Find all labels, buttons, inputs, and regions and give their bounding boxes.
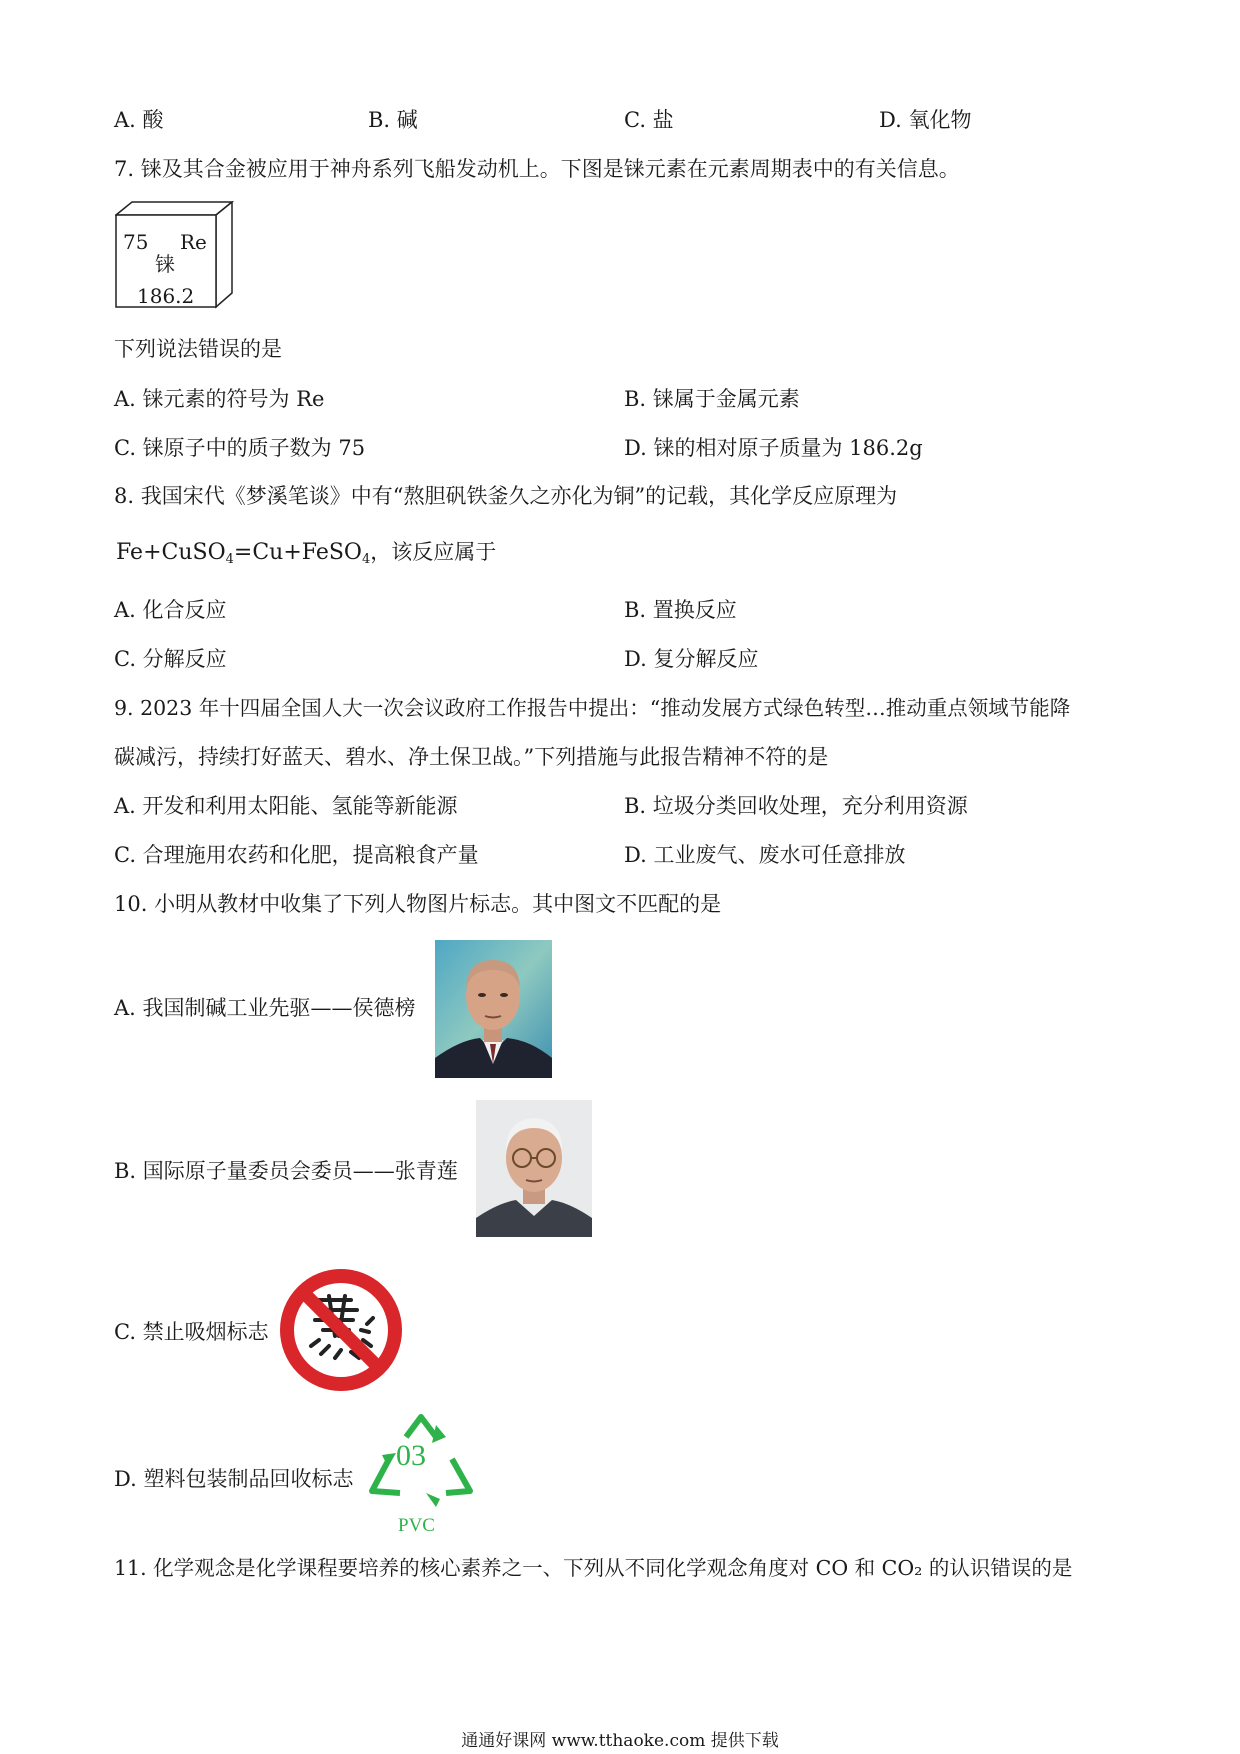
q9-stem-line1: 9. 2023 年十四届全国人大一次会议政府工作报告中提出：“推动发展方式绿色转型…推动重点领域节能降 [114, 696, 1071, 720]
q6-option-d: D. 氧化物 [879, 108, 972, 132]
q7-stem: 7. 铼及其合金被应用于神舟系列飞船发动机上。下图是铼元素在元素周期表中的有关信息。 [114, 157, 960, 181]
q10-option-c: C. 禁止吸烟标志 [114, 1320, 269, 1344]
q11-stem: 11. 化学观念是化学课程要培养的核心素养之一、下列从不同化学观念角度对 CO 和 CO₂ 的认识错误的是 [114, 1556, 1073, 1580]
periodic-element-card [115, 201, 237, 309]
q8-stem: 8. 我国宋代《梦溪笔谈》中有“熬胆矾铁釜久之亦化为铜”的记载，其化学反应原理为 [114, 484, 898, 508]
q9-option-b: B. 垃圾分类回收处理，充分利用资源 [624, 794, 968, 818]
q10-option-b: B. 国际原子量委员会委员——张青莲 [114, 1159, 458, 1183]
q9-option-a: A. 开发和利用太阳能、氢能等新能源 [114, 794, 458, 818]
q6-option-c: C. 盐 [624, 108, 674, 132]
q7-option-c: C. 铼原子中的质子数为 75 [114, 436, 366, 460]
q7-option-d: D. 铼的相对原子质量为 186.2g [624, 436, 923, 460]
q9-option-c: C. 合理施用农药和化肥，提高粮食产量 [114, 843, 479, 867]
q7-option-b: B. 铼属于金属元素 [624, 387, 800, 411]
portrait-zhang-qinglian [476, 1100, 592, 1237]
q8-equation [116, 538, 496, 574]
q6-option-b: B. 碱 [368, 108, 418, 132]
equation-part-1: Fe+CuSO [116, 540, 226, 565]
q7-option-a: A. 铼元素的符号为 Re [114, 387, 325, 411]
element-number: 75 [123, 230, 149, 254]
recycle-label: PVC [398, 1515, 435, 1536]
q8-option-b: B. 置换反应 [624, 598, 737, 622]
q8-tail: ，该反应属于 [370, 540, 497, 564]
q8-option-d: D. 复分解反应 [624, 647, 759, 671]
q7-prompt: 下列说法错误的是 [114, 337, 282, 361]
recycle-pvc-icon [366, 1413, 476, 1539]
q10-stem: 10. 小明从教材中收集了下列人物图片标志。其中图文不匹配的是 [114, 892, 722, 916]
equation-sub-1: 4 [225, 552, 234, 567]
element-mass: 186.2 [137, 284, 195, 308]
page-footer: 通通好课网 www.tthaoke.com 提供下载 [461, 1731, 779, 1751]
recycle-code: 03 [396, 1439, 426, 1472]
q10-option-a: A. 我国制碱工业先驱——侯德榜 [114, 996, 416, 1020]
equation-sub-2: 4 [361, 552, 371, 567]
q8-option-a: A. 化合反应 [114, 598, 227, 622]
portrait-hou-debang [435, 940, 552, 1078]
equation-part-2: =Cu+FeSO [233, 540, 362, 565]
q8-option-c: C. 分解反应 [114, 647, 227, 671]
q9-option-d: D. 工业废气、废水可任意排放 [624, 843, 906, 867]
q9-stem-line2: 碳减污，持续打好蓝天、碧水、净土保卫战。”下列措施与此报告精神不符的是 [114, 745, 829, 769]
q6-option-a: A. 酸 [114, 108, 164, 132]
no-smoking-icon [277, 1266, 405, 1394]
element-symbol: Re [180, 230, 207, 254]
q10-option-d: D. 塑料包装制品回收标志 [114, 1467, 354, 1491]
element-name: 铼 [155, 252, 175, 276]
